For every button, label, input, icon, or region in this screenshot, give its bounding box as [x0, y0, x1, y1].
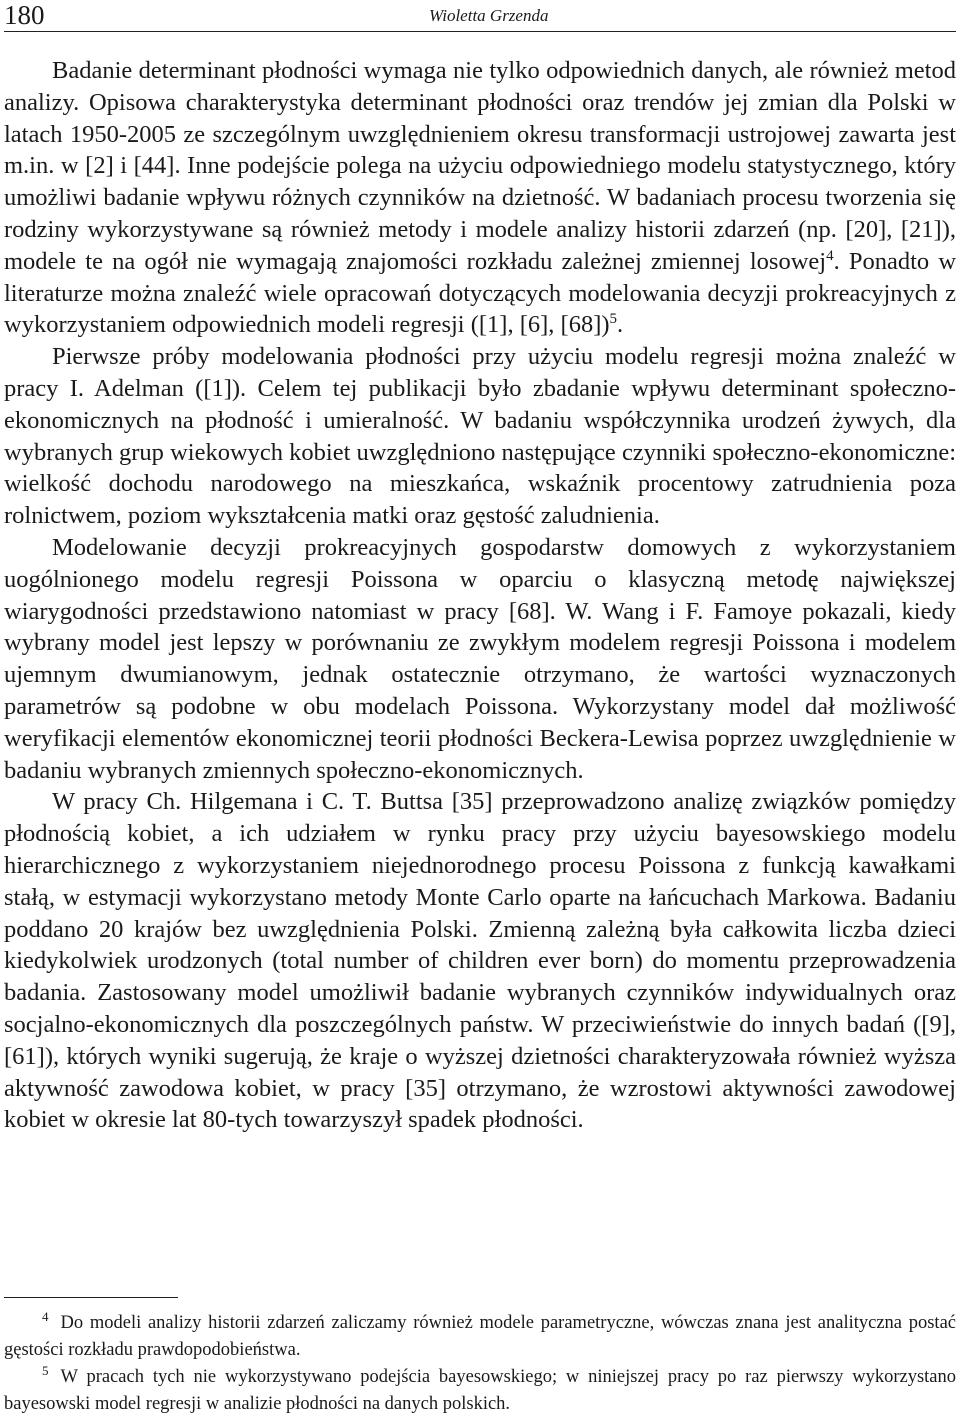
footnote-4 [4, 1310, 956, 1364]
footnote-text: W pracach tych nie wykorzystywano podejścia bayesowskiego; w niniejszej pracy po raz pierwszy wykorzystano bayesowski model regresji w analizie płodności na danych polskich. [4, 1367, 956, 1414]
header-rule [4, 31, 956, 32]
page-header [4, 0, 956, 30]
footnote-number: 4 [42, 1308, 49, 1324]
footnote-5 [4, 1364, 956, 1418]
page-number: 180 [4, 0, 45, 30]
paragraph-3: Modelowanie decyzji prokreacyjnych gospodarstw domowych z wykorzystaniem uogólnionego modelu regresji Poissona w oparciu o klasyczną metodę największej wiarygodności przedstawiono natomiast w pracy [68]. W. Wang i F. Famoye pokazali, kiedy wybrany model jest lepszy w porównaniu ze zwykłym modelem regresji Poissona i modelem ujemnym dwumianowym, jednak ostatecznie otrzymano, że wartości wyznaczonych parametrów są podobne w obu modelach Poissona. Wykorzystany model dał możliwość weryfikacji elementów ekonomicznej teorii płodności Beckera-Lewisa poprzez uwzględnienie w badaniu wybranych zmiennych społeczno-ekonomicznych. [4, 533, 956, 784]
paragraph-4: W pracy Ch. Hilgemana i C. T. Buttsa [35] przeprowadzono analizę związków pomiędzy płodnością kobiet, a ich udziałem w rynku pracy przy użyciu bayesowskiego modelu hierarchicznego z wykorzystaniem niejednorodnego procesu Poissona z funkcją kawałkami stałą, w estymacji wykorzystano metody Monte Carlo oparte na łańcuchach Markowa. Badaniu poddano 20 krajów bez uwzględnienia Polski. Zmienną zależną była całkowita liczba dzieci kiedykolwiek urodzonych (total number of children ever born) do momentu przeprowadzenia badania. Zastosowany model umożliwił badanie wybranych czynników indywidualnych oraz socjalno-ekonomicznych dla poszczególnych państw. W przeciwieństwie do innych badań ([9], [61]), których wyniki sugerują, że kraje o wyższej dzietności charakteryzowała również wyższa aktywność zawodowa kobiet, w pracy [35] otrzymano, że wzrostowi aktywności zawodowej kobiet w okresie lat 80-tych towarzyszył spadek płodności. [4, 788, 956, 1134]
footnote-ref-4: 4 [826, 247, 834, 264]
paragraph-1 [4, 55, 956, 341]
paragraph-1-text-end: . [617, 311, 624, 339]
paragraph-1-text: Badanie determinant płodności wymaga nie tylko odpowiednich danych, ale również metod analizy. Opisowa charakterystyka determinant płodności oraz trendów jej zmian dla Polski w latach 1950-2005 ze szczególnym uwzględnieniem okresu transformacji ustrojowej zawarta jest m.in. w [2] i [44]. Inne podejście polega na użyciu odpowiedniego modelu statystycznego, który umożliwi badanie wpływu różnych czynników na dzietność. W badaniach procesu tworzenia się rodziny wykorzystywane są również metody i modele analizy historii zdarzeń (np. [20], [21]), modele te na ogół nie wymagają znajomości rozkładu zależnej zmiennej losowej [4, 57, 956, 275]
paragraph-1-text-continued: . Ponadto w literaturze można znaleźć wiele opracowań dotyczących modelowania decyzji prokreacyjnych z wykorzystaniem odpowiednich modeli regresji ([1], [6], [68]) [4, 247, 957, 339]
footnote-ref-5: 5 [609, 311, 618, 328]
body-text [4, 55, 956, 1136]
footnote-rule [4, 1297, 178, 1298]
footnote-text: Do modeli analizy historii zdarzeń zaliczamy również modele parametryczne, wówczas znana jest analityczna postać gęstości rozkładu prawdopodobieństwa. [4, 1313, 956, 1360]
footnotes [4, 1310, 956, 1418]
footnote-number: 5 [42, 1362, 49, 1378]
paragraph-2: Pierwsze próby modelowania płodności przy użyciu modelu regresji można znaleźć w pracy I. Adelman ([1]). Celem tej publikacji było zbadanie wpływu determinant społeczno-ekonomicznych na płodność i umieralność. W badaniu współczynnika urodzeń żywych, dla wybranych grup wiekowych kobiet uwzględniono następujące czynniki społeczno-ekonomiczne: wielkość dochodu narodowego na mieszkańca, wskaźnik procentowy zatrudnienia poza rolnictwem, poziom wykształcenia matki oraz gęstość zaludnienia. [4, 343, 956, 530]
running-head-author: Wioletta Grzenda [429, 6, 549, 25]
